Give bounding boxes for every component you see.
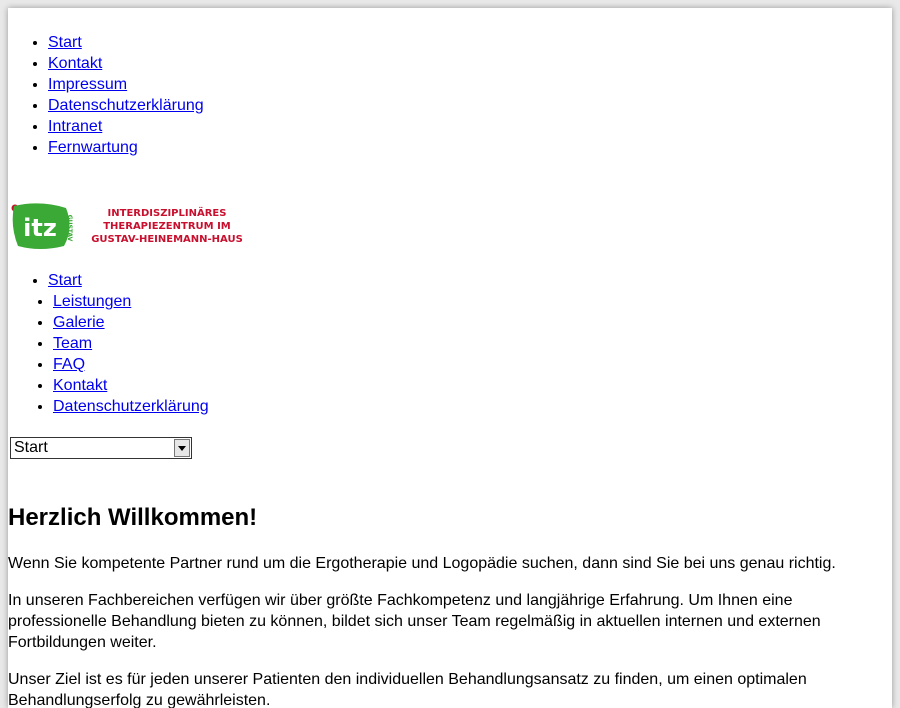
- intro-paragraph-3: Unser Ziel ist es für jeden unserer Patienten den individuellen Behandlungsansatz zu finden, um einen optimalen Behandlungserfolg zu gewährleisten.: [8, 671, 807, 708]
- top-nav-item-kontakt: [48, 53, 204, 74]
- logo-mark-sub: GUSTAV: [66, 214, 73, 242]
- logo-line-2: THERAPIEZENTRUM IM: [103, 221, 231, 232]
- main-nav-item-galerie: [53, 312, 209, 333]
- top-nav-link-fernwartung[interactable]: Fernwartung: [48, 139, 138, 156]
- main-nav-link-start[interactable]: Start: [48, 272, 82, 289]
- main-nav-item-start: [48, 270, 209, 291]
- page-container: [8, 8, 892, 708]
- top-navigation: [48, 32, 204, 158]
- chevron-down-icon: [178, 446, 186, 451]
- top-nav-link-impressum[interactable]: Impressum: [48, 76, 128, 93]
- intro-paragraph-2: In unseren Fachbereichen verfügen wir über größte Fachkompetenz und langjährige Erfahrung. Um Ihnen eine professionelle Behandlung bieten zu können, bildet sich unser Team regelmäßig in aktuellen internen und externen Fortbildungen weiter.: [8, 592, 821, 651]
- top-nav-item-start: [48, 32, 204, 53]
- main-nav-link-galerie[interactable]: Galerie: [53, 314, 105, 331]
- main-nav-item-faq: [53, 354, 209, 375]
- navigation-select-button[interactable]: [174, 439, 190, 457]
- top-nav-item-impressum: [48, 74, 204, 95]
- main-nav-link-faq[interactable]: FAQ: [53, 356, 86, 373]
- top-nav-link-start[interactable]: Start: [48, 34, 82, 51]
- site-logo[interactable]: [10, 202, 256, 250]
- main-nav-link-team[interactable]: Team: [53, 335, 93, 352]
- main-navigation: [48, 270, 209, 417]
- main-nav-item-team: [53, 333, 209, 354]
- main-nav-link-datenschutz[interactable]: Datenschutzerklärung: [53, 398, 209, 415]
- intro-paragraph-1: Wenn Sie kompetente Partner rund um die Ergotherapie und Logopädie suchen, dann sind Sie bei uns genau richtig.: [8, 555, 836, 572]
- main-nav-link-leistungen[interactable]: Leistungen: [53, 293, 132, 310]
- navigation-select[interactable]: [10, 437, 192, 459]
- main-nav-link-kontakt[interactable]: Kontakt: [53, 377, 108, 394]
- main-nav-item-kontakt: [53, 375, 209, 396]
- top-nav-link-kontakt[interactable]: Kontakt: [48, 55, 103, 72]
- top-nav-item-fernwartung: [48, 137, 204, 158]
- top-nav-link-datenschutz[interactable]: Datenschutzerklärung: [48, 97, 204, 114]
- logo-mark-text: itz: [23, 214, 57, 242]
- main-nav-item-leistungen: [53, 291, 209, 312]
- logo-line-1: INTERDISZIPLINÄRES: [107, 208, 227, 219]
- page-heading: Herzlich Willkommen!: [8, 504, 258, 531]
- navigation-select-value: Start: [14, 439, 48, 456]
- logo-line-3: GUSTAV-HEINEMANN-HAUS: [91, 234, 243, 245]
- top-nav-item-datenschutz: [48, 95, 204, 116]
- main-nav-item-datenschutz: [53, 396, 209, 417]
- top-nav-link-intranet[interactable]: Intranet: [48, 118, 103, 135]
- top-nav-item-intranet: [48, 116, 204, 137]
